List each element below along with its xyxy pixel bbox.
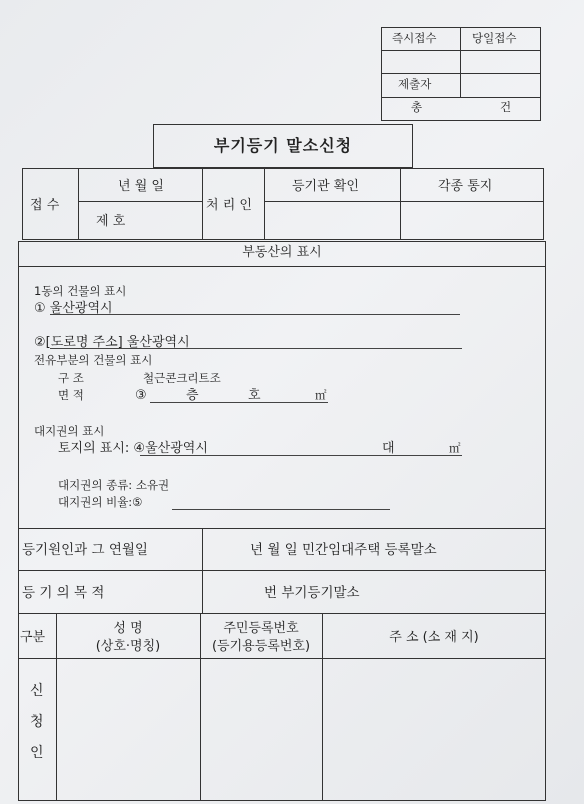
property-heading-divider (18, 266, 546, 267)
same-day-reception-label: 당일접수 (472, 31, 517, 45)
purpose-top-divider (18, 570, 546, 571)
cause-col-divider (202, 528, 203, 614)
land-underline (140, 455, 462, 456)
structure-value: 철근콘크리트조 (143, 371, 221, 385)
exclusive-part-label: 전유부분의 건물의 표시 (34, 353, 153, 367)
address-line-2-underline (50, 348, 462, 349)
col-id-subheader: (등기용등록번호) (211, 639, 311, 654)
reception-divider (202, 168, 203, 240)
address-line-1-underline (50, 314, 460, 315)
applicant-row-label-3: 인 (30, 745, 44, 761)
reception-date-field: 년 월 일 (118, 179, 164, 194)
count-unit-label: 건 (500, 100, 512, 114)
reception-divider (400, 168, 401, 240)
applicant-row-label-1: 신 (30, 683, 44, 699)
area-key: 면 적 (58, 388, 84, 402)
area-underline (150, 402, 328, 403)
registrar-check-label: 등기관 확인 (292, 179, 359, 194)
reception-divider (264, 201, 544, 202)
right-type: 대지권의 종류: 소유권 (58, 478, 170, 492)
reception-divider (78, 168, 79, 240)
processor-label: 처 리 인 (206, 198, 252, 213)
land-label: 토지의 표시: ④울산광역시 (58, 441, 208, 456)
purpose-value: 번 부기등기말소 (264, 585, 360, 601)
area-ho: 호 (248, 388, 261, 403)
right-ratio: 대지권의 비율:⑤ (58, 495, 143, 509)
total-label: 총 (411, 100, 423, 114)
area-unit: ㎡ (315, 388, 327, 402)
land-type: 대 (382, 441, 395, 456)
applicant-row-label-2: 청 (30, 714, 44, 730)
reception-divider (78, 201, 202, 202)
receipt-box-divider (381, 97, 541, 98)
purpose-label: 등 기 의 목 적 (22, 585, 105, 601)
area-marker: ③ (135, 388, 147, 403)
submitter-label: 제출자 (398, 77, 432, 91)
structure-key: 구 조 (58, 371, 84, 385)
cause-top-divider (18, 528, 546, 529)
right-ratio-underline (172, 509, 390, 510)
property-heading: 부동산의 표시 (242, 245, 322, 260)
immediate-reception-label: 즉시접수 (392, 31, 437, 45)
reception-divider (264, 168, 265, 240)
purpose-bottom-divider (18, 613, 546, 614)
col-address-header: 주 소 (소 재 지) (389, 630, 479, 645)
receipt-box-divider (381, 50, 541, 51)
reception-label: 접 수 (30, 198, 60, 213)
applicant-header-divider (18, 658, 546, 659)
address-line-2: ②[도로명 주소] 울산광역시 (34, 335, 190, 350)
cause-value: 년 월 일 민간임대주택 등록말소 (250, 542, 437, 558)
address-line-1: ① 울산광역시 (34, 301, 113, 316)
cause-label: 등기원인과 그 연월일 (22, 542, 148, 558)
col-id-header: 주민등록번호 (223, 621, 299, 636)
notices-label: 각종 통지 (438, 179, 493, 194)
land-right-label: 대지권의 표시 (34, 424, 105, 438)
page-title: 부기등기 말소신청 (213, 136, 353, 155)
col-name-header: 성 명 (113, 621, 143, 636)
receipt-box-divider (381, 73, 541, 74)
reception-number-field: 제 호 (96, 214, 126, 229)
area-floor: 층 (186, 388, 199, 403)
land-unit: ㎡ (449, 441, 461, 455)
main-form-frame (18, 241, 546, 801)
col-division-header: 구분 (20, 630, 46, 645)
building-label: 1동의 건물의 표시 (34, 284, 127, 298)
col-name-subheader: (상호·명칭) (95, 639, 161, 654)
receipt-box-divider (460, 27, 461, 97)
